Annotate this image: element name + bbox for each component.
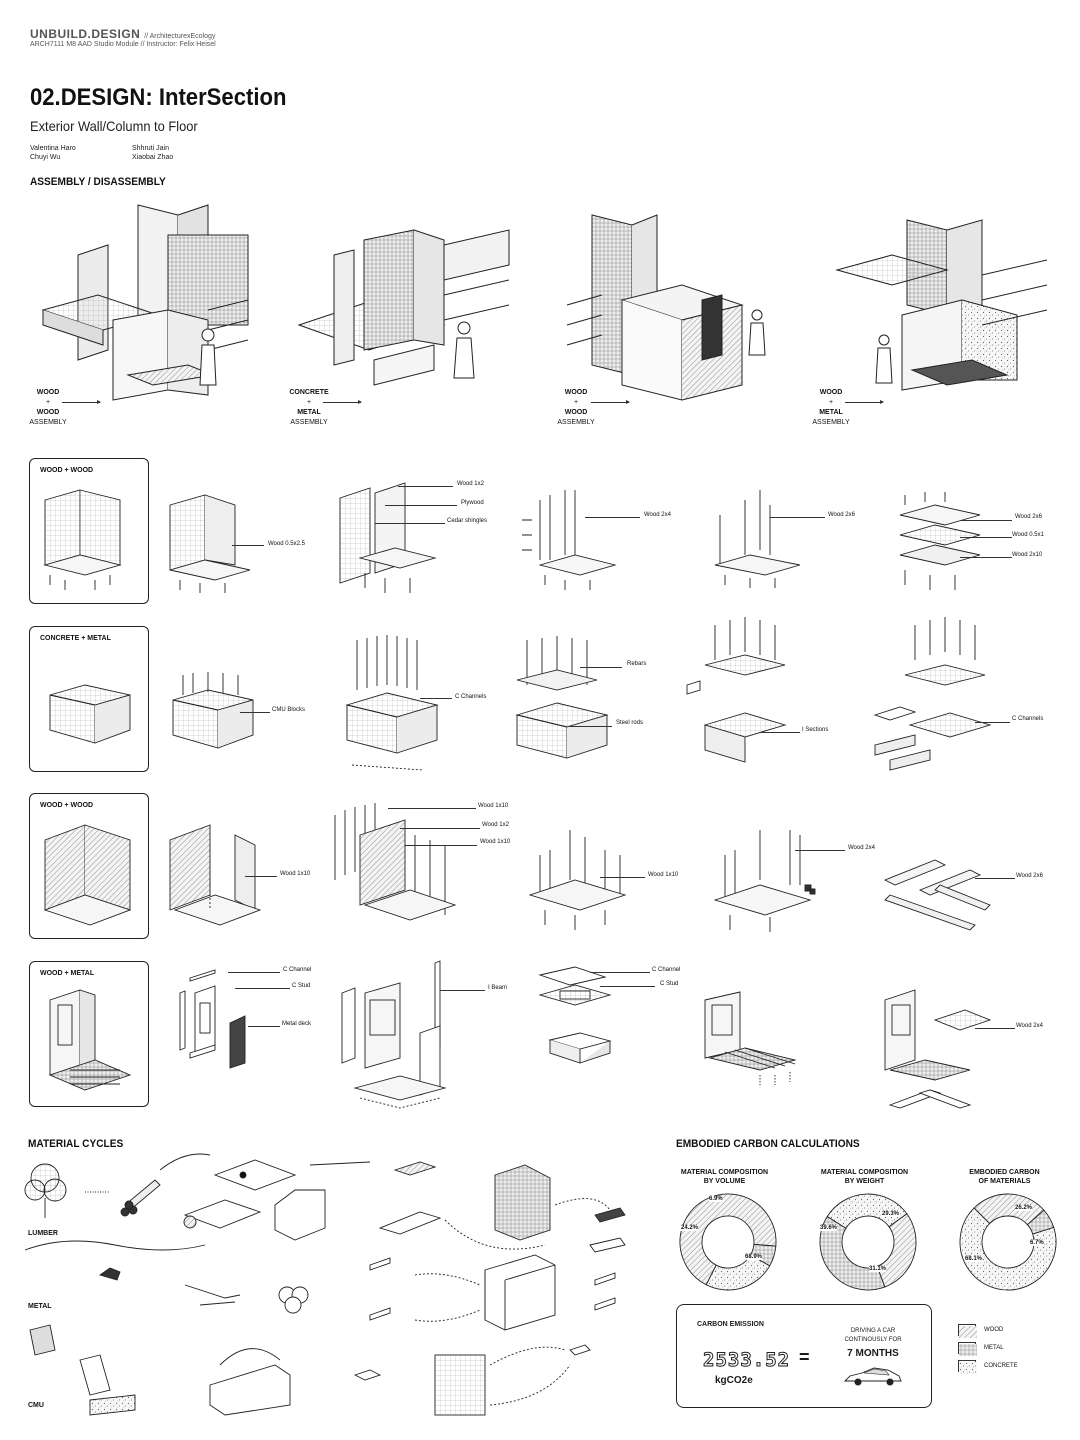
arrow-right-icon	[323, 402, 361, 403]
brand-title: UNBUILD.DESIGN // ArchitecturexEcology	[30, 27, 216, 41]
author-name: Shhruti Jain	[132, 145, 169, 152]
exploded-diagram	[685, 615, 800, 780]
pie-label: 29.3%	[882, 1211, 900, 1217]
pie-slice-wood	[877, 1214, 916, 1287]
callout-label: C Stud	[292, 983, 311, 989]
carbon-value: 2533.52	[703, 1349, 791, 1371]
pie-slice-concrete	[706, 1255, 769, 1290]
callout-label: C Channels	[455, 694, 487, 700]
pie-label: 31.1%	[869, 1266, 887, 1272]
page-subtitle: Exterior Wall/Column to Floor	[30, 118, 198, 134]
assembly-label: WOOD + METAL ASSEMBLY	[812, 389, 850, 426]
assembly-heading: ASSEMBLY / DISASSEMBLY	[30, 176, 166, 188]
donut-chart-volume	[678, 1192, 778, 1292]
exploded-diagram	[40, 485, 140, 595]
cycle-label-cmu: CMU	[28, 1402, 44, 1409]
assembly-label: CONCRETE + METAL ASSEMBLY	[289, 389, 329, 426]
callout-label: Wood 2x6	[1016, 873, 1043, 879]
exploded-diagram	[705, 485, 815, 590]
callout-label: Wood 0.5x2.5	[268, 541, 305, 547]
pie-label: 24.2%	[681, 1225, 699, 1231]
exploded-diagram	[880, 845, 1000, 935]
embodied-carbon-heading: EMBODIED CARBON CALCULATIONS	[676, 1138, 860, 1150]
callout-label: Wood 2x6	[828, 512, 855, 518]
legend-swatch-wood	[958, 1324, 976, 1336]
material-cycles-heading: MATERIAL CYCLES	[28, 1138, 124, 1150]
callout-label: CMU Blocks	[272, 707, 306, 713]
callout-label: Wood 2x10	[1012, 552, 1043, 558]
pie-label: 6.9%	[709, 1196, 723, 1202]
cycle-label-lumber: LUMBER	[28, 1230, 58, 1237]
axonometric-drawing	[832, 215, 1052, 390]
exploded-diagram	[40, 820, 140, 930]
chart-title: MATERIAL COMPOSITION BY WEIGHT	[820, 1169, 909, 1185]
callout-label: Wood 1x2	[457, 481, 484, 487]
equals-sign: =	[799, 1347, 810, 1367]
callout-label: Wood 2x4	[1016, 1023, 1043, 1029]
exploded-diagram	[880, 985, 1010, 1115]
callout-label: C Channel	[283, 967, 312, 973]
callout-label: Wood 1x10	[280, 871, 311, 877]
callout-label: Metal deck	[282, 1021, 312, 1027]
driving-text: DRIVING A CAR CONTINOUSLY FOR	[844, 1328, 902, 1343]
material-cycle-diagram	[25, 1150, 630, 1420]
carbon-unit: kgCO2e	[715, 1375, 753, 1386]
exploded-diagram	[165, 815, 265, 930]
pie-label: 68.9%	[745, 1254, 763, 1260]
chart-title: MATERIAL COMPOSITION BY VOLUME	[680, 1169, 769, 1185]
row-label: WOOD + WOOD	[40, 467, 94, 474]
callout-label: Wood 2x6	[1015, 514, 1042, 520]
exploded-diagram	[710, 825, 825, 935]
exploded-diagram	[535, 965, 625, 1070]
carbon-title: CARBON EMISSION	[697, 1321, 764, 1328]
pie-label: 39.6%	[820, 1225, 838, 1231]
row-label: WOOD + WOOD	[40, 802, 94, 809]
exploded-diagram	[340, 958, 450, 1118]
author-name: Valentina Haro	[30, 145, 76, 152]
callout-label: C Channels	[1012, 716, 1044, 722]
arrow-right-icon	[591, 402, 629, 403]
callout-label: Steel rods	[616, 720, 644, 726]
exploded-diagram	[880, 490, 995, 595]
callout-label: Wood 0.5x1	[1012, 532, 1044, 538]
exploded-diagram	[512, 630, 617, 780]
axonometric-drawing	[562, 205, 772, 400]
callout-label: Cedar shingles	[447, 518, 488, 524]
axonometric-drawing	[38, 200, 258, 410]
pie-label: 68.1%	[965, 1256, 983, 1262]
callout-label: Plywood	[461, 500, 484, 506]
course-info: ARCH7111 M8 AAD Studio Module // Instructor: Felix Heisel	[30, 41, 216, 48]
callout-label: Wood 1x10	[478, 803, 509, 809]
exploded-diagram	[330, 795, 470, 935]
exploded-diagram	[40, 985, 140, 1100]
car-icon	[842, 1365, 904, 1389]
row-label: WOOD + METAL	[40, 970, 95, 977]
legend-label: CONCRETE	[984, 1363, 1018, 1369]
row-label: CONCRETE + METAL	[40, 635, 111, 642]
exploded-diagram	[700, 990, 805, 1090]
exploded-diagram	[520, 485, 630, 590]
callout-label: Wood 2x4	[644, 512, 671, 518]
legend-label: WOOD	[984, 1327, 1004, 1333]
exploded-diagram	[45, 675, 140, 750]
exploded-diagram	[525, 825, 635, 935]
callout-label: Wood 2x4	[848, 845, 875, 851]
axonometric-drawing	[294, 210, 519, 385]
callout-label: Wood 1x10	[648, 872, 679, 878]
cycle-label-metal: METAL	[28, 1303, 52, 1310]
callout-label: Wood 1x10	[480, 839, 511, 845]
carbon-emission-box	[676, 1304, 932, 1408]
callout-label: C Stud	[660, 981, 679, 987]
legend-swatch-metal	[958, 1342, 976, 1354]
exploded-diagram	[170, 968, 260, 1068]
callout-label: Wood 1x2	[482, 822, 509, 828]
callout-label: Rebars	[627, 661, 647, 667]
arrow-right-icon	[62, 402, 100, 403]
exploded-diagram	[870, 615, 995, 780]
pie-label: 6.7%	[1030, 1240, 1044, 1246]
pie-label: 26.2%	[1015, 1205, 1033, 1211]
callout-label: I Sections	[802, 727, 829, 733]
exploded-diagram	[335, 478, 445, 603]
chart-title: EMBODIED CARBON OF MATERIALS	[969, 1169, 1040, 1185]
arrow-right-icon	[845, 402, 883, 403]
assembly-label: WOOD + WOOD ASSEMBLY	[29, 389, 67, 426]
assembly-label: WOOD + WOOD ASSEMBLY	[557, 389, 595, 426]
exploded-diagram	[342, 630, 447, 780]
author-name: Xiaobai Zhao	[132, 154, 174, 161]
duration-text: 7 MONTHS	[847, 1348, 899, 1359]
legend-swatch-concrete	[958, 1360, 976, 1372]
donut-chart-weight	[818, 1192, 918, 1292]
callout-label: C Channel	[652, 967, 681, 973]
page-title: 02.DESIGN: InterSection	[30, 84, 287, 111]
callout-label: I Beam	[488, 985, 508, 991]
author-name: Chuyi Wu	[30, 154, 61, 161]
exploded-diagram	[165, 485, 265, 595]
legend-label: METAL	[984, 1345, 1004, 1351]
